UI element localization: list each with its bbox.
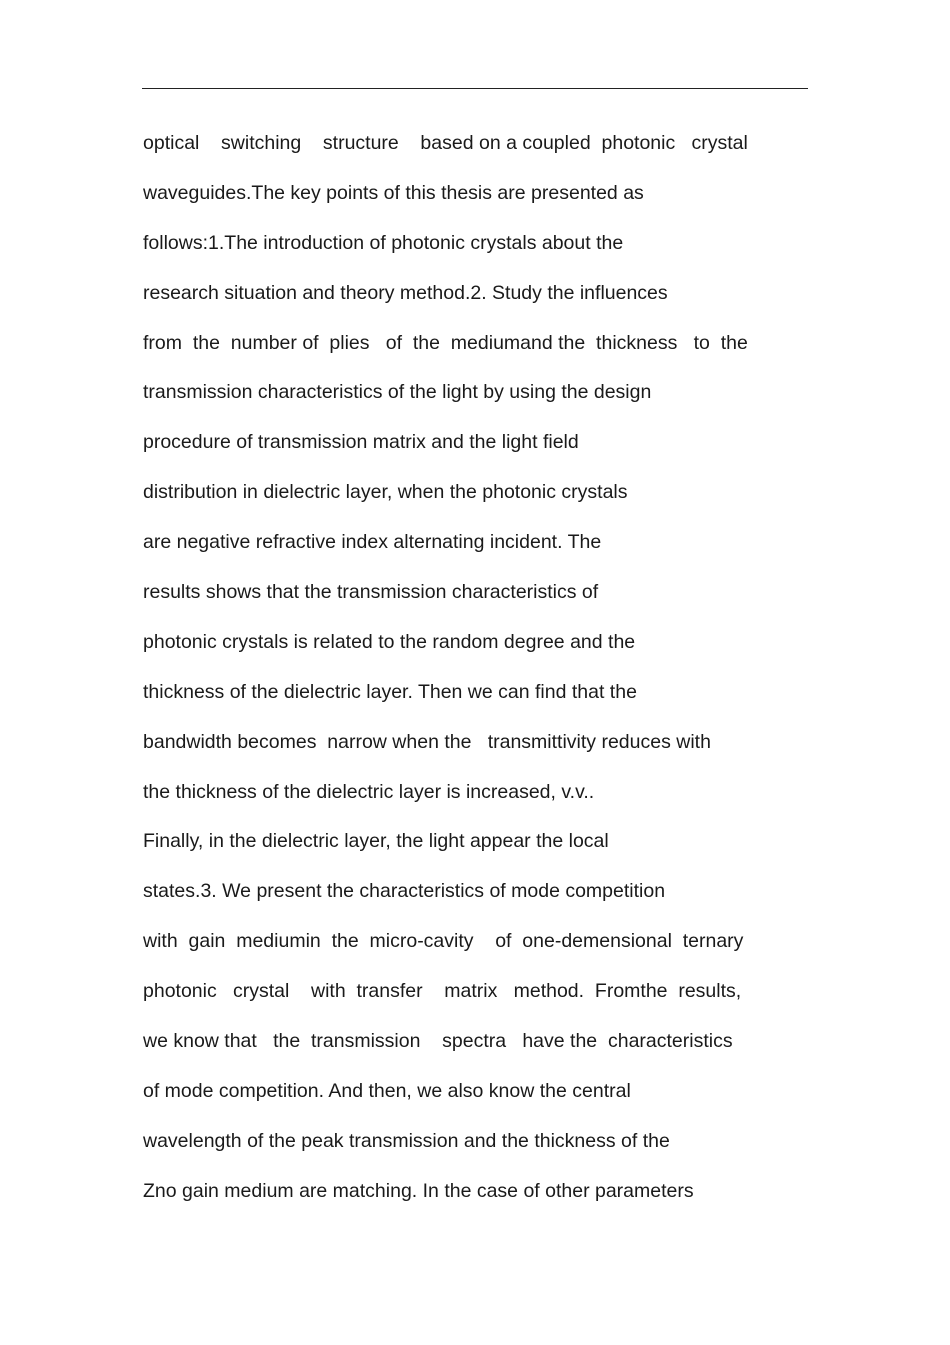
text-line: results shows that the transmission characteristics of xyxy=(143,581,599,604)
text-line: transmission characteristics of the light by using the design xyxy=(143,381,652,404)
text-line: with gain mediumin the micro-cavity of one-demensional ternary xyxy=(143,930,744,953)
text-line: wavelength of the peak transmission and the thickness of the xyxy=(143,1129,670,1152)
text-line: states.3. We present the characteristics of mode competition xyxy=(143,880,666,903)
text-line: Finally, in the dielectric layer, the light appear the local xyxy=(143,830,609,853)
text-line: follows:1.The introduction of photonic crystals about the xyxy=(143,231,624,254)
header-rule xyxy=(142,88,808,89)
text-line: photonic crystal with transfer matrix method. Fromthe results, xyxy=(143,980,742,1003)
text-line: procedure of transmission matrix and the light field xyxy=(143,431,579,454)
text-line: waveguides.The key points of this thesis are presented as xyxy=(143,181,644,204)
text-line: the thickness of the dielectric layer is increased, v.v.. xyxy=(143,780,595,803)
text-line: of mode competition. And then, we also know the central xyxy=(143,1079,631,1102)
text-line: thickness of the dielectric layer. Then we can find that the xyxy=(143,680,637,703)
text-line: research situation and theory method.2. Study the influences xyxy=(143,281,668,304)
text-line: from the number of plies of the mediumand the thickness to the xyxy=(143,331,748,354)
text-line: distribution in dielectric layer, when the photonic crystals xyxy=(143,481,628,504)
body-text xyxy=(143,125,813,1223)
text-line: bandwidth becomes narrow when the transmittivity reduces with xyxy=(143,730,711,753)
text-line: optical switching structure based on a coupled photonic crystal xyxy=(143,132,748,154)
text-line: photonic crystals is related to the random degree and the xyxy=(143,630,636,653)
text-line: we know that the transmission spectra have the characteristics xyxy=(143,1030,733,1053)
text-line: are negative refractive index alternating incident. The xyxy=(143,531,602,554)
text-line: Zno gain medium are matching. In the case of other parameters xyxy=(143,1179,694,1202)
